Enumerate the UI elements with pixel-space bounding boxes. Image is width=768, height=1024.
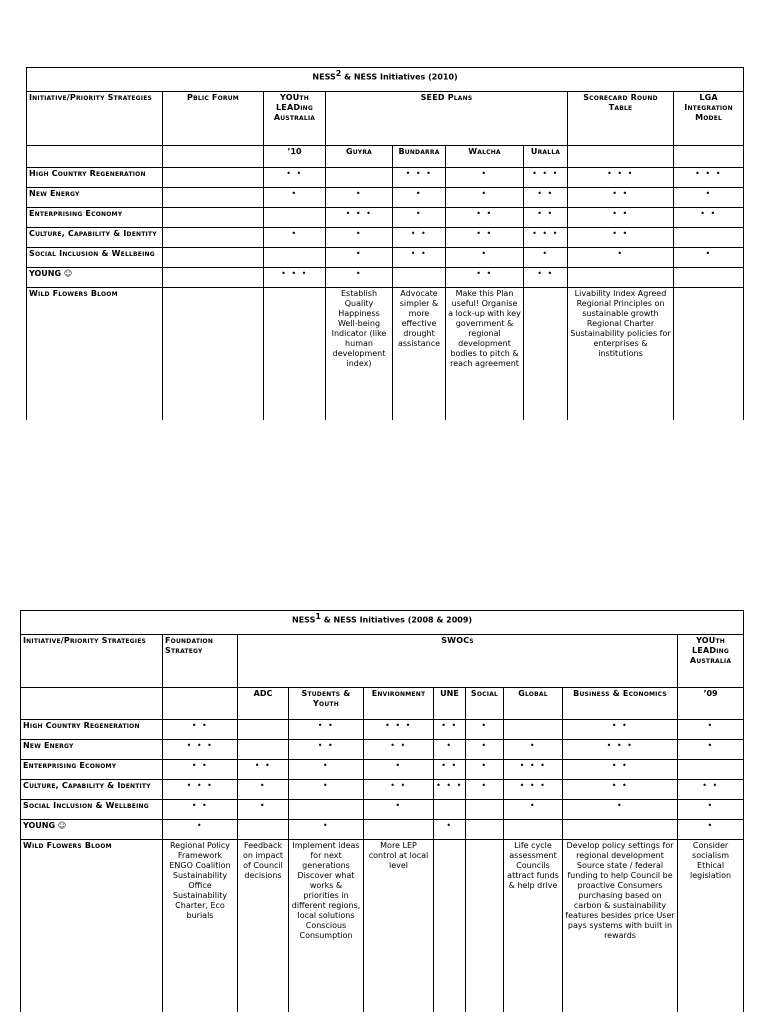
subheader-business: Business & Economics	[563, 688, 678, 720]
row-label: High Country Regeneration	[27, 168, 163, 188]
subheader-une: UNE	[434, 688, 466, 720]
note-business: Develop policy settings for regional development Source state / federal funding to help Council be proactive Consumers purchasing based on carbon & sustainability features besides price User pays systems with built in rewards	[563, 840, 678, 1012]
rating-cell	[238, 740, 289, 760]
rating-cell: • •	[674, 208, 744, 228]
rating-cell: • •	[289, 740, 364, 760]
table-title: NESS$^2$ & NESS Initiatives (2010)	[27, 68, 744, 92]
row-label: New Energy	[21, 740, 163, 760]
header-scorecard: Scorecard Round Table	[568, 92, 674, 146]
header-youth-leading: YOUth LEADing Australia	[264, 92, 326, 146]
rating-cell: • •	[393, 228, 446, 248]
row-label: Social Inclusion & Wellbeing	[27, 248, 163, 268]
rating-cell: •	[364, 800, 434, 820]
subheader-environment: Environment	[364, 688, 434, 720]
table-row	[21, 720, 744, 740]
subheader-adc: ADC	[238, 688, 289, 720]
rating-cell: • •	[163, 720, 238, 740]
rating-cell: • • •	[524, 168, 568, 188]
row-label: New Energy	[27, 188, 163, 208]
row-label: High Country Regeneration	[21, 720, 163, 740]
row-label: Wild Flowers Bloom	[21, 840, 163, 1012]
rating-cell: •	[674, 188, 744, 208]
rating-cell	[163, 228, 264, 248]
rating-cell: • • •	[393, 168, 446, 188]
rating-cell: • •	[289, 720, 364, 740]
note-bundarra: Advocate simpler & more effective drought assistance	[393, 288, 446, 420]
rating-cell: • • •	[524, 228, 568, 248]
rating-cell: •	[326, 188, 393, 208]
rating-cell: •	[238, 800, 289, 820]
table-row	[21, 760, 744, 780]
rating-cell: •	[434, 820, 466, 840]
rating-cell: • •	[524, 268, 568, 288]
rating-cell: •	[466, 780, 504, 800]
rating-cell: •	[678, 800, 744, 820]
rating-cell: •	[678, 820, 744, 840]
rating-cell	[504, 820, 563, 840]
header-strategies: Initiative/Priority Strategies	[27, 92, 163, 146]
rating-cell: •	[504, 800, 563, 820]
rating-cell: •	[563, 800, 678, 820]
rating-cell: • •	[264, 168, 326, 188]
rating-cell: •	[446, 248, 524, 268]
rating-cell: •	[524, 248, 568, 268]
rating-cell	[678, 760, 744, 780]
table-row	[27, 228, 744, 248]
rating-cell: • •	[364, 740, 434, 760]
row-label: Enterprising Economy	[27, 208, 163, 228]
row-label: Culture, Capability & Identity	[27, 228, 163, 248]
header-foundation: Foundation Strategy	[163, 635, 238, 688]
rating-cell: •	[289, 760, 364, 780]
rating-cell: •	[326, 248, 393, 268]
note-foundation: Regional Policy Framework ENGO Coalition Sustainability Office Sustainability Charter, Eco burials	[163, 840, 238, 1012]
rating-cell: •	[393, 208, 446, 228]
note-students: Implement ideas for next generations Discover what works & priorities in different regions, local solutions Conscious Consumption	[289, 840, 364, 1012]
rating-cell: • •	[434, 760, 466, 780]
note-adc: Feedback on impact of Council decisions	[238, 840, 289, 1012]
rating-cell	[264, 248, 326, 268]
rating-cell	[674, 228, 744, 248]
table-row	[27, 208, 744, 228]
wild-flowers-row	[27, 288, 744, 420]
ness2-initiatives-table	[26, 67, 744, 420]
rating-cell	[504, 720, 563, 740]
rating-cell: • •	[524, 188, 568, 208]
rating-cell: • • •	[674, 168, 744, 188]
rating-cell: •	[289, 780, 364, 800]
rating-cell: • • •	[504, 780, 563, 800]
table-row	[27, 268, 744, 288]
subheader-social: Social	[466, 688, 504, 720]
rating-cell	[163, 248, 264, 268]
rating-cell: •	[466, 740, 504, 760]
wild-flowers-row	[21, 840, 744, 1012]
rating-cell	[238, 720, 289, 740]
table-row	[21, 740, 744, 760]
subheader-students: Students & Youth	[289, 688, 364, 720]
note-scorecard: Livability Index Agreed Regional Principles on sustainable growth Regional Charter Sustainability policies for enterprises & institutions	[568, 288, 674, 420]
rating-cell: •	[678, 740, 744, 760]
table-row	[27, 188, 744, 208]
rating-cell: • • •	[264, 268, 326, 288]
header-public-forum: Pblic Forum	[163, 92, 264, 146]
rating-cell	[326, 168, 393, 188]
rating-cell: • •	[163, 800, 238, 820]
note-environment: More LEP control at local level	[364, 840, 434, 1012]
rating-cell: •	[504, 740, 563, 760]
rating-cell	[238, 820, 289, 840]
rating-cell	[163, 188, 264, 208]
rating-cell: •	[434, 740, 466, 760]
rating-cell: • • •	[326, 208, 393, 228]
subheader-global: Global	[504, 688, 563, 720]
rating-cell: •	[364, 760, 434, 780]
note-global: Life cycle assessment Councils attract funds & help drive	[504, 840, 563, 1012]
rating-cell: •	[466, 760, 504, 780]
header-lga: LGA Integration Model	[674, 92, 744, 146]
subheader-year: ’09	[678, 688, 744, 720]
row-label: Enterprising Economy	[21, 760, 163, 780]
rating-cell	[466, 800, 504, 820]
rating-cell: • •	[163, 760, 238, 780]
table-row	[27, 248, 744, 268]
rating-cell: • •	[563, 760, 678, 780]
table-row	[21, 820, 744, 840]
note-guyra: Establish Quality Happiness Well-being Indicator (like human development index)	[326, 288, 393, 420]
rating-cell: •	[326, 268, 393, 288]
rating-cell	[364, 820, 434, 840]
rating-cell: • • •	[563, 740, 678, 760]
rating-cell	[163, 208, 264, 228]
table-title: NESS$^1$ & NESS Initiatives (2008 & 2009)	[21, 611, 744, 635]
rating-cell: • •	[563, 780, 678, 800]
rating-cell: • •	[393, 248, 446, 268]
rating-cell	[434, 800, 466, 820]
row-label: YOUNG ☺	[21, 820, 163, 840]
header-strategies: Initiative/Priority Strategies	[21, 635, 163, 688]
rating-cell: •	[674, 248, 744, 268]
rating-cell: • • •	[504, 760, 563, 780]
subheader-uralla: Uralla	[524, 146, 568, 168]
ness1-initiatives-table	[20, 610, 744, 1012]
rating-cell: •	[393, 188, 446, 208]
table-row	[27, 168, 744, 188]
rating-cell: •	[678, 720, 744, 740]
rating-cell: • • •	[163, 740, 238, 760]
table-row	[21, 800, 744, 820]
row-label: Social Inclusion & Wellbeing	[21, 800, 163, 820]
rating-cell: • •	[568, 188, 674, 208]
rating-cell	[289, 800, 364, 820]
subheader-guyra: Guyra	[326, 146, 393, 168]
rating-cell	[563, 820, 678, 840]
rating-cell: •	[264, 228, 326, 248]
note-youth: Consider socialism Ethical legislation	[678, 840, 744, 1012]
rating-cell: • •	[524, 208, 568, 228]
rating-cell	[264, 208, 326, 228]
rating-cell: •	[264, 188, 326, 208]
rating-cell: •	[289, 820, 364, 840]
rating-cell: • • •	[364, 720, 434, 740]
rating-cell: • •	[568, 228, 674, 248]
header-swocs: SWOCs	[238, 635, 678, 688]
rating-cell: • •	[568, 208, 674, 228]
rating-cell: • • •	[434, 780, 466, 800]
rating-cell	[466, 820, 504, 840]
subheader-year: ’10	[264, 146, 326, 168]
rating-cell: •	[238, 780, 289, 800]
rating-cell: • •	[446, 228, 524, 248]
rating-cell: •	[466, 720, 504, 740]
rating-cell	[674, 268, 744, 288]
row-label: Culture, Capability & Identity	[21, 780, 163, 800]
rating-cell: •	[163, 820, 238, 840]
row-label: Wild Flowers Bloom	[27, 288, 163, 420]
rating-cell: • • •	[568, 168, 674, 188]
rating-cell: • •	[434, 720, 466, 740]
header-youth-leading: YOUth LEADing Australia	[678, 635, 744, 688]
subheader-bundarra: Bundarra	[393, 146, 446, 168]
rating-cell: • •	[446, 208, 524, 228]
rating-cell	[163, 268, 264, 288]
rating-cell: •	[568, 248, 674, 268]
rating-cell: • •	[678, 780, 744, 800]
rating-cell: •	[446, 168, 524, 188]
rating-cell: •	[446, 188, 524, 208]
rating-cell: • •	[563, 720, 678, 740]
note-walcha: Make this Plan useful! Organise a lock-up with key government & regional development bodies to pitch & reach agreement	[446, 288, 524, 420]
rating-cell: • •	[446, 268, 524, 288]
row-label: YOUNG ☺	[27, 268, 163, 288]
rating-cell: •	[326, 228, 393, 248]
rating-cell: • • •	[163, 780, 238, 800]
table-row	[21, 780, 744, 800]
rating-cell: • •	[364, 780, 434, 800]
rating-cell: • •	[238, 760, 289, 780]
rating-cell	[568, 268, 674, 288]
subheader-walcha: Walcha	[446, 146, 524, 168]
header-seed-plans: SEED Plans	[326, 92, 568, 146]
rating-cell	[393, 268, 446, 288]
rating-cell	[163, 168, 264, 188]
